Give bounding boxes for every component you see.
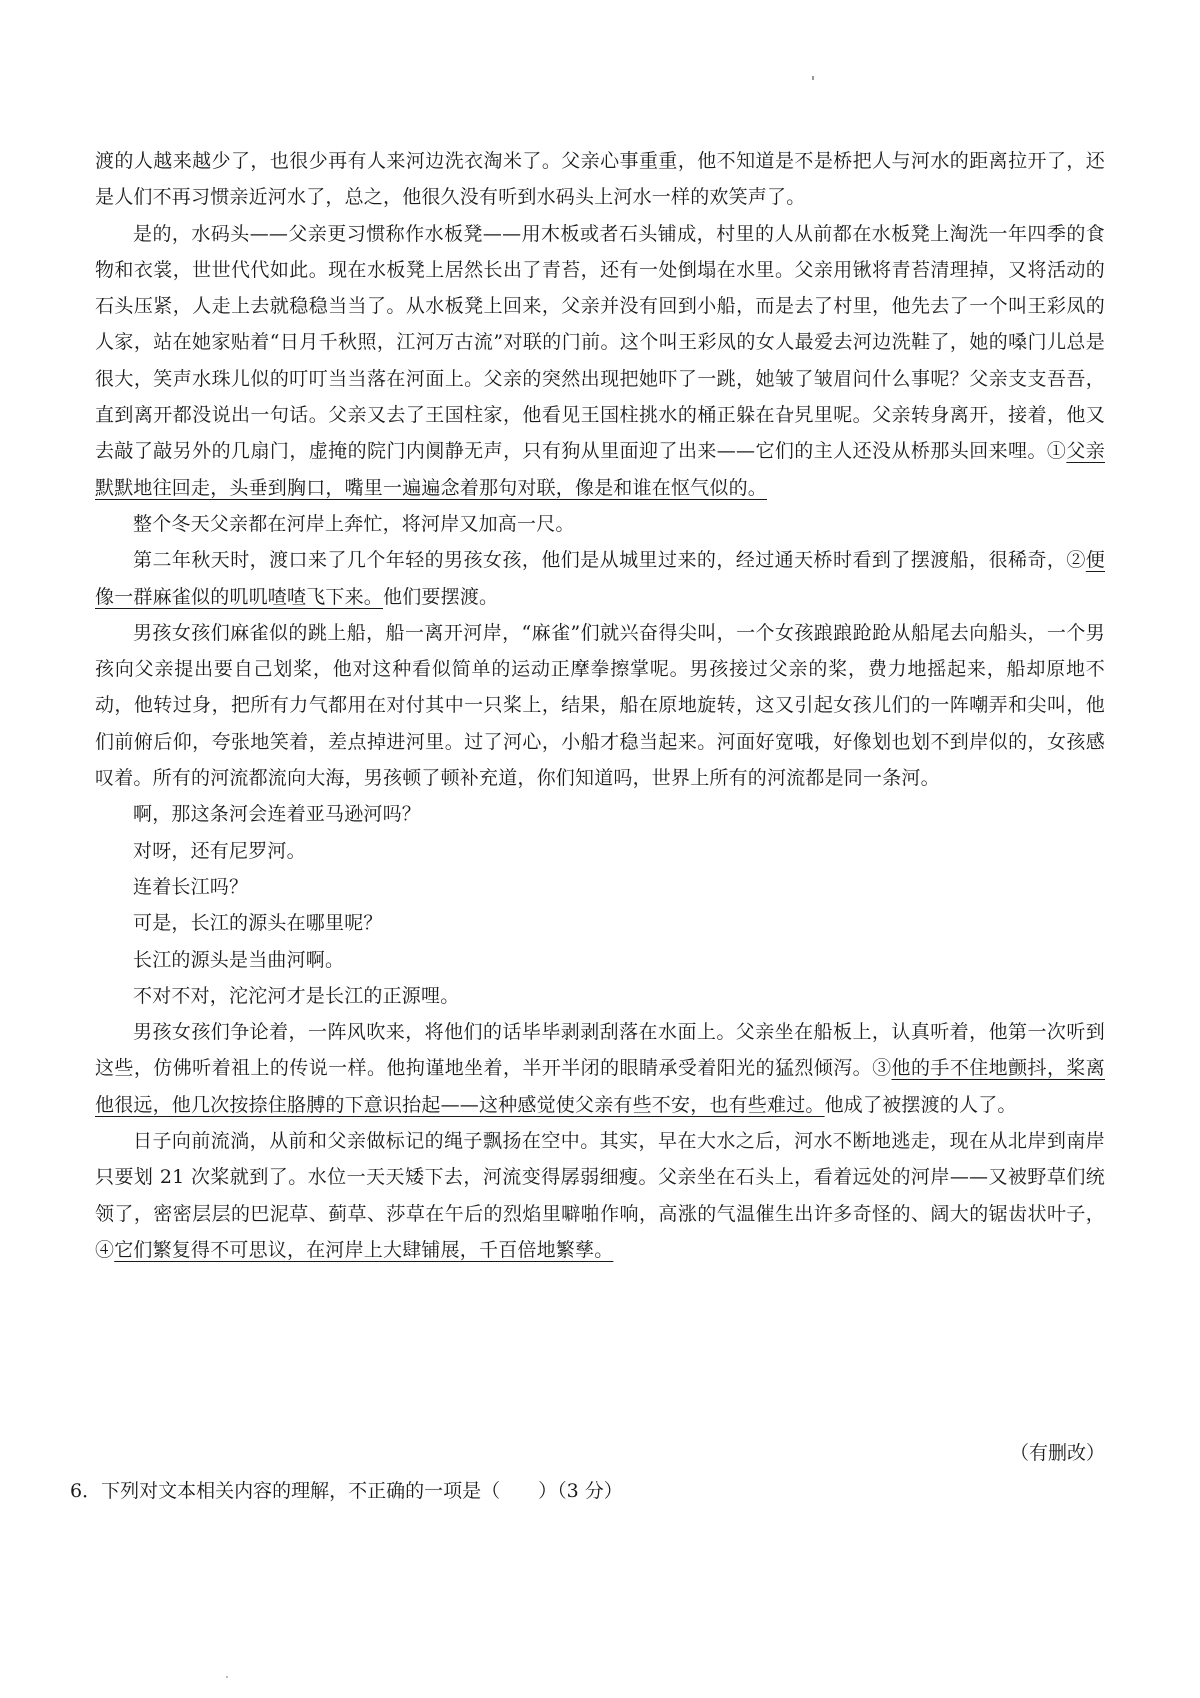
paragraph-text: 连着长江吗？ bbox=[133, 875, 249, 898]
source-note: （有删改） bbox=[1009, 1442, 1105, 1464]
paragraph-text: 长江的源头是当曲河啊。 bbox=[133, 948, 345, 971]
paragraph bbox=[95, 216, 1105, 506]
paragraph-text: 不对不对，沱沱河才是长江的正源哩。 bbox=[133, 984, 460, 1007]
paragraph bbox=[95, 506, 1105, 542]
paragraph bbox=[95, 1014, 1105, 1123]
question-6: 6．下列对文本相关内容的理解，不正确的一项是（ ）（3 分） bbox=[70, 1480, 623, 1502]
paragraph bbox=[95, 869, 1105, 905]
paragraph-text: 他们要摆渡。 bbox=[383, 585, 499, 608]
paragraph bbox=[95, 1123, 1105, 1268]
scan-speck bbox=[226, 1676, 228, 1678]
paragraph bbox=[95, 542, 1105, 615]
underlined-sentence: 他的手不住地颤抖，桨离他很远，他几次按捺住胳膊的下意识抬起——这种感觉使父亲有些不安，也有些难过。 bbox=[95, 1057, 1106, 1116]
paragraph-text: 男孩女孩们争论着，一阵风吹来，将他们的话毕毕剥剥刮落在水面上。父亲坐在船板上，认真听着，他第一次听到这些，仿佛听着祖上的传说一样。他拘谨地坐着，半开半闭的眼睛承受着阳光的猛烈倾泻。③ bbox=[95, 1021, 1105, 1080]
paragraph bbox=[95, 942, 1105, 978]
paragraph bbox=[95, 615, 1105, 796]
paragraph bbox=[95, 143, 1105, 216]
paragraph bbox=[95, 905, 1105, 941]
scan-speck bbox=[812, 76, 814, 80]
paragraph bbox=[95, 978, 1105, 1014]
paragraph-text: 整个冬天父亲都在河岸上奔忙，将河岸又加高一尺。 bbox=[133, 512, 575, 535]
paragraph-text: 啊，那这条河会连着亚马逊河吗？ bbox=[133, 803, 422, 826]
paragraph-text: 渡的人越来越少了，也很少再有人来河边洗衣淘米了。父亲心事重重，他不知道是不是桥把人与河水的距离拉开了，还是人们不再习惯亲近河水了，总之，他很久没有听到水码头上河水一样的欢笑声了。 bbox=[95, 150, 1105, 209]
paragraph-text: 对呀，还有尼罗河。 bbox=[133, 839, 306, 862]
paragraph bbox=[95, 833, 1105, 869]
paragraph-text: 第二年秋天时，渡口来了几个年轻的男孩女孩，他们是从城里过来的，经过通天桥时看到了摆渡船，很稀奇，② bbox=[133, 549, 1086, 572]
underlined-sentence: 它们繁复得不可思议，在河岸上大肆铺展，千百倍地繁孳。 bbox=[114, 1238, 614, 1261]
article-body bbox=[95, 143, 1105, 1268]
paragraph-text: 他成了被摆渡的人了。 bbox=[824, 1093, 1017, 1116]
underlined-sentence: 父亲默默地往回走，头垂到胸口，嘴里一遍遍念着那句对联，像是和谁在怄气似的。 bbox=[95, 440, 1105, 499]
paragraph-text: 日子向前流淌，从前和父亲做标记的绳子飘扬在空中。其实，早在大水之后，河水不断地逃走，现在从北岸到南岸只要划 21 次桨就到了。水位一天天矮下去，河流变得孱弱细瘦。父亲坐在石头上，看着远处的河岸——又被野草们统领了，密密层层的巴泥草、蓟草、莎草在午后的烈焰里噼啪作响，高涨的气温催生出许多奇怪的、阔大的锯齿状叶子，④ bbox=[95, 1130, 1105, 1261]
paragraph bbox=[95, 796, 1105, 832]
paragraph-text: 可是，长江的源头在哪里呢？ bbox=[133, 912, 383, 935]
paragraph-text: 男孩女孩们麻雀似的跳上船，船一离开河岸，“麻雀”们就兴奋得尖叫，一个女孩踉踉跄跄从船尾去向船头，一个男孩向父亲提出要自己划桨，他对这种看似简单的运动正摩拳擦掌呢。男孩接过父亲的桨，费力地摇起来，船却原地不动，他转过身，把所有力气都用在对付其中一只桨上，结果，船在原地旋转，这又引起女孩儿们的一阵嘲弄和尖叫，他们前俯后仰，夸张地笑着，差点掉进河里。过了河心，小船才稳当起来。河面好宽哦，好像划也划不到岸似的，女孩感叹着。所有的河流都流向大海，男孩顿了顿补充道，你们知道吗，世界上所有的河流都是同一条河。 bbox=[95, 621, 1105, 790]
paragraph-text: 是的，水码头——父亲更习惯称作水板凳——用木板或者石头铺成，村里的人从前都在水板凳上淘洗一年四季的食物和衣裳，世世代代如此。现在水板凳上居然长出了青苔，还有一处倒塌在水里。父亲用锹将青苔清理掉，又将活动的石头压紧，人走上去就稳稳当当了。从水板凳上回来，父亲并没有回到小船，而是去了村里，他先去了一个叫王彩凤的人家，站在她家贴着“日月千秋照，江河万古流”对联的门前。这个叫王彩凤的女人最爱去河边洗鞋了，她的嗓门儿总是很大，笑声水珠儿似的叮叮当当落在河面上。父亲的突然出现把她吓了一跳，她皱了皱眉问什么事呢？父亲支支吾吾，直到离开都没说出一句话。父亲又去了王国柱家，他看见王国柱挑水的桶正躲在旮旯里呢。父亲转身离开，接着，他又去敲了敲另外的几扇门，虚掩的院门内阒静无声，只有狗从里面迎了出来——它们的主人还没从桥那头回来哩。① bbox=[95, 222, 1105, 463]
underlined-sentence: 便像一群麻雀似的叽叽喳喳飞下来。 bbox=[95, 549, 1105, 608]
